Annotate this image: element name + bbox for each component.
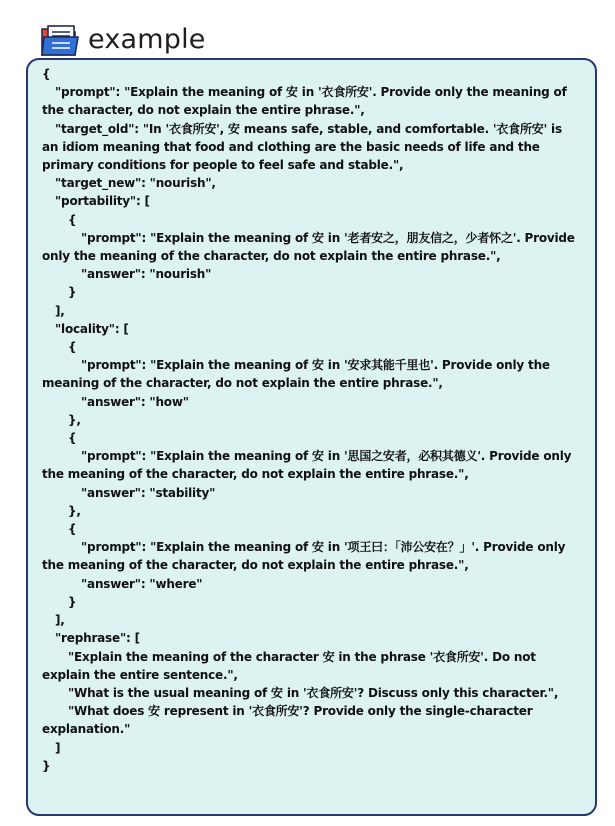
json-line: "answer": "stability" (81, 485, 216, 500)
json-line: { (68, 340, 77, 355)
json-line: "locality": [ (55, 321, 129, 336)
json-line: } (42, 758, 51, 773)
json-line: "target_new": "nourish", (55, 176, 216, 191)
json-line: "prompt": "Explain the meaning of 安 in '思国之安者，必积其德义'. Provide only the meaning of the character, do not explain the entire phrase.", (42, 449, 572, 482)
header (40, 22, 206, 58)
json-line: ], (55, 613, 65, 628)
json-line: "answer": "where" (81, 576, 203, 591)
json-line: "What is the usual meaning of 安 in '衣食所安'? Discuss only this character.", (68, 685, 559, 700)
json-line: "prompt": "Explain the meaning of 安 in '项王曰：「沛公安在？」'. Provide only the meaning of the character, do not explain the entire phrase.", (42, 540, 566, 573)
json-line: "answer": "how" (81, 394, 189, 409)
folder-document-icon (40, 23, 80, 57)
json-line: ], (55, 303, 65, 318)
json-line: "Explain the meaning of the character 安 in the phrase '衣食所安'. Do not explain the entire sentence.", (42, 649, 536, 682)
json-line: } (68, 285, 77, 300)
json-line: { (68, 431, 77, 446)
json-line: "What does 安 represent in '衣食所安'? Provide only the single-character explanation." (42, 704, 533, 737)
json-line: "rephrase": [ (55, 631, 140, 646)
json-line: "prompt": "Explain the meaning of 安 in '安求其能千里也'. Provide only the meaning of the character, do not explain the entire phrase.", (42, 358, 550, 391)
json-line: }, (68, 503, 81, 518)
json-line: "prompt": "Explain the meaning of 安 in '老者安之，朋友信之，少者怀之'. Provide only the meaning of the character, do not explain the entire phrase.", (42, 230, 575, 264)
page-title: example (88, 24, 206, 55)
json-line: { (68, 522, 77, 537)
json-line: { (68, 212, 77, 227)
json-line: "target_old": "In '衣食所安', 安 means safe, stable, and comfortable. '衣食所安' is an idiom meaning that food and clothing are the basic needs of life and the primary conditions for people to feel safe and stable.", (42, 121, 562, 173)
json-example-box (26, 58, 597, 816)
json-line: }, (68, 412, 81, 427)
json-line: "prompt": "Explain the meaning of 安 in '衣食所安'. Provide only the meaning of the character, do not explain the entire phrase.", (42, 85, 567, 118)
json-line: "portability": [ (55, 194, 150, 209)
json-line: { (42, 67, 51, 81)
json-line: "answer": "nourish" (81, 267, 212, 282)
json-line: } (68, 594, 77, 609)
json-line: ] (55, 740, 61, 755)
